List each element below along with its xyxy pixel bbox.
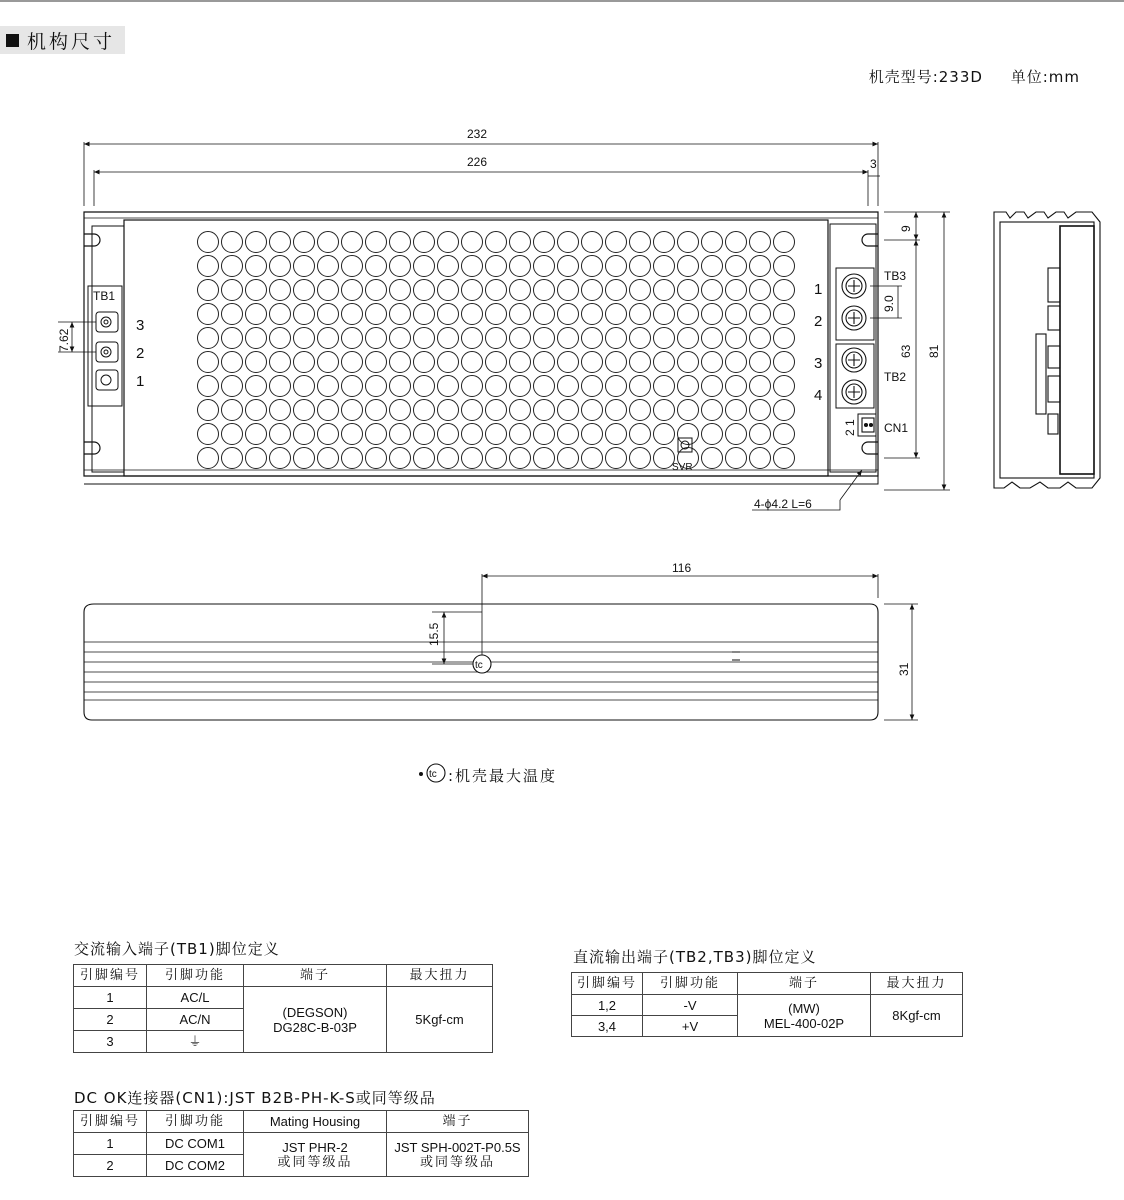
dim-81: 81 [927,344,941,358]
dc-pin-1-2: 1,2 [572,995,643,1016]
cn1-func-2: DC COM2 [147,1155,244,1177]
ac-func-2: AC/N [147,1009,244,1031]
dc-func-3-4: +V [643,1016,738,1037]
dim-116: 116 [672,561,692,575]
unit-label: 单位:mm [1010,68,1080,86]
case-model: 机壳型号:233D [868,68,983,86]
tb3-pin-1: 1 [814,281,823,298]
dc-torque: 8Kgf-cm [871,995,963,1037]
cn1-pins: 2 1 [843,419,857,436]
cn1-header-housing: Mating Housing [244,1111,387,1133]
hole-note: 4-ϕ4.2 L=6 [754,497,812,511]
dc-header-function: 引脚功能 [643,973,738,995]
dc-terminal [738,995,871,1037]
cn1-housing-equiv: 或同等级品 [277,1154,353,1170]
dc-terminal-model: MEL-400-02P [763,1015,845,1031]
tb1-pin-3: 3 [136,317,145,334]
ac-header-torque: 最大扭力 [387,965,493,987]
tb2-pin-4: 4 [814,387,823,404]
dim-226: 226 [467,155,488,169]
dim-9-0: 9.0 [882,295,896,312]
tc-label: tc [475,660,483,671]
tc-legend-symbol: tc [429,769,437,780]
cn1-header-function: 引脚功能 [147,1111,244,1133]
cn1-header-terminal: 端子 [387,1111,529,1133]
dc-header-terminal: 端子 [738,973,871,995]
ac-header-pin: 引脚编号 [74,965,147,987]
tc-legend [419,764,557,785]
cn1-table [73,1110,529,1177]
dim-232: 232 [467,127,488,141]
dc-table-title: 直流输出端子(TB2,TB3)脚位定义 [573,948,817,966]
ac-pin-1: 1 [74,987,147,1009]
cn1-housing [244,1133,387,1177]
cn1-table-title: DC OK连接器(CN1):JST B2B-PH-K-S或同等级品 [74,1089,436,1107]
ac-input-table [73,964,493,1053]
ac-terminal-model: DG28C-B-03P [273,1019,357,1035]
dc-terminal-brand: (MW) [788,1000,820,1016]
dc-header-pin: 引脚编号 [572,973,643,995]
ac-pin-2: 2 [74,1009,147,1031]
cn1-terminal-equiv: 或同等级品 [419,1154,495,1170]
ac-header-terminal: 端子 [244,965,387,987]
cn1-terminal-model: JST SPH-002T-P0.5S [394,1139,521,1155]
tb2-label: TB2 [884,370,907,384]
ac-terminal-brand: (DEGSON) [282,1004,348,1020]
dc-pin-3-4: 3,4 [572,1016,643,1037]
ground-icon: ⏚ [147,1031,244,1053]
tc-note: :机壳最大温度 [448,767,558,785]
tb1-terminals [96,312,118,390]
cn1-header-pin: 引脚编号 [74,1111,147,1133]
cn1-label: CN1 [884,421,909,435]
ac-terminal [244,987,387,1053]
ac-table-title: 交流输入端子(TB1)脚位定义 [74,940,280,958]
dc-header-torque: 最大扭力 [871,973,963,995]
dc-output-table [571,972,963,1037]
dim-15-5: 15.5 [427,622,441,646]
cn1-housing-model: JST PHR-2 [282,1139,348,1155]
tb2-pin-3: 3 [814,355,823,372]
dc-func-1-2: -V [643,995,738,1016]
ac-torque: 5Kgf-cm [387,987,493,1053]
dim-31: 31 [897,662,911,676]
tb3-label: TB3 [884,269,907,283]
svr-label: SVR [672,462,693,473]
dim-7-62: 7.62 [57,328,71,352]
cn1-terminal [387,1133,529,1177]
side-view [994,212,1100,488]
dim-63: 63 [899,344,913,358]
cn1-pin-1: 1 [74,1133,147,1155]
ac-func-1: AC/L [147,987,244,1009]
top-view [84,212,878,484]
cn1-pin-2: 2 [74,1155,147,1177]
tc-point [473,655,491,673]
dim-3: 3 [870,157,877,171]
ac-pin-3: 3 [74,1031,147,1053]
tb1-label: TB1 [93,289,116,303]
ac-header-function: 引脚功能 [147,965,244,987]
cn1-func-1: DC COM1 [147,1133,244,1155]
tb3-pin-2: 2 [814,313,823,330]
section-title: 机构尺寸 [27,30,116,53]
dim-9: 9 [899,225,913,232]
tb1-pin-2: 2 [136,345,145,362]
tb1-pin-1: 1 [136,373,145,390]
front-dimensions [432,574,918,720]
